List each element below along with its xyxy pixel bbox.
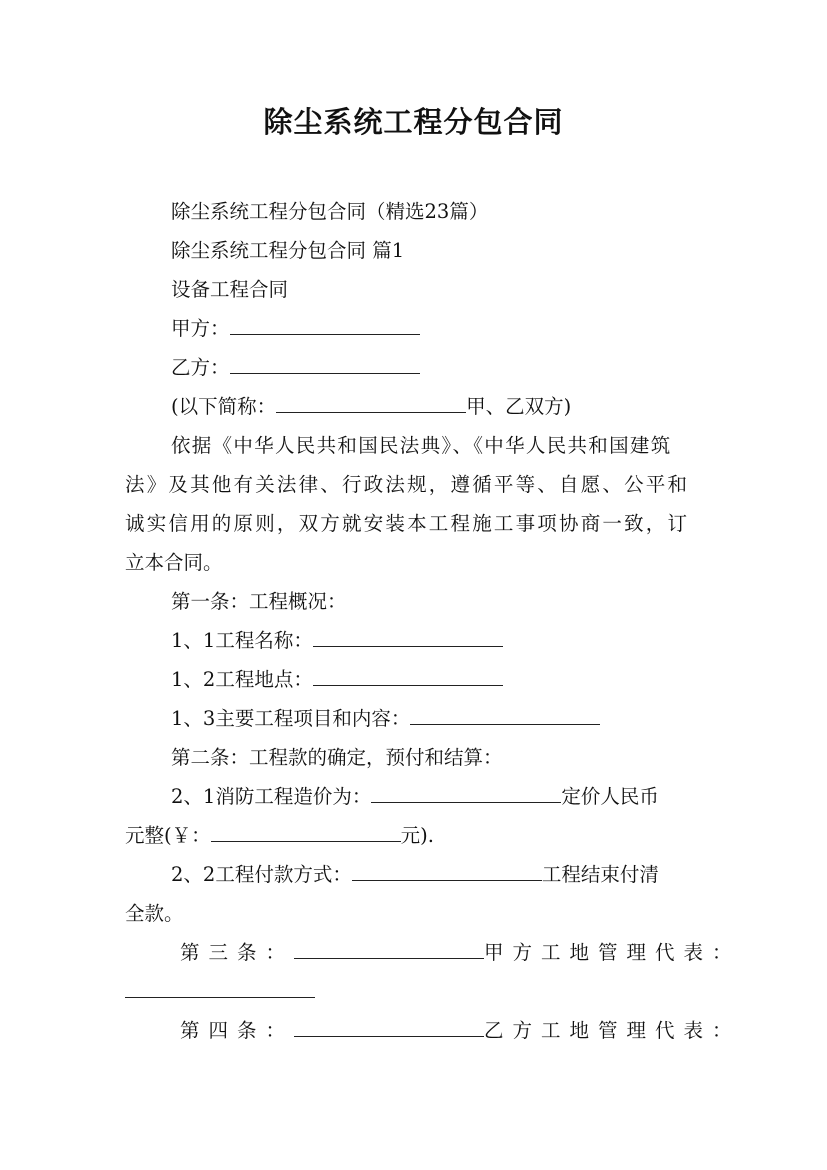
item-1-3-label: 1、3主要工程项目和内容： bbox=[171, 707, 411, 730]
abbreviation-prefix: (以下简称： bbox=[171, 395, 277, 418]
item-2-2-suffix: 工程结束付清 bbox=[541, 863, 659, 886]
document-title: 除尘系统工程分包合同 bbox=[263, 105, 564, 139]
basis-paragraph-line-2: 法》及其他有关法律、行政法规，遵循平等、自愿、公平和 bbox=[125, 473, 690, 496]
item-1-1-label: 1、1工程名称： bbox=[171, 629, 313, 652]
item-2-1-amount-blank bbox=[211, 823, 401, 842]
section-heading: 除尘系统工程分包合同 篇1 bbox=[171, 239, 405, 262]
party-b-line bbox=[171, 354, 420, 382]
party-b-label: 乙方： bbox=[171, 356, 230, 379]
article-3-blank bbox=[294, 940, 484, 959]
item-1-1-line bbox=[171, 627, 503, 655]
item-2-2-continuation: 全款。 bbox=[125, 902, 184, 925]
party-a-label: 甲方： bbox=[171, 317, 230, 340]
article-2-heading: 第二条：工程款的确定，预付和结算： bbox=[171, 746, 503, 769]
article-1-heading: 第一条：工程概况： bbox=[171, 590, 347, 613]
party-a-blank bbox=[230, 316, 420, 335]
item-2-1-cont-suffix: 元). bbox=[400, 824, 434, 847]
item-1-2-blank bbox=[313, 667, 503, 686]
item-1-2-line bbox=[171, 666, 503, 694]
item-2-1-suffix: 定价人民币 bbox=[561, 785, 659, 808]
abbreviation-line bbox=[171, 393, 571, 421]
article-3-representative-blank bbox=[125, 979, 315, 998]
item-1-2-label: 1、2工程地点： bbox=[171, 668, 313, 691]
item-2-2-prefix: 2、2工程付款方式： bbox=[171, 863, 352, 886]
article-3-continuation bbox=[125, 978, 315, 1006]
item-2-1-continuation bbox=[125, 822, 434, 850]
item-2-1-prefix: 2、1消防工程造价为： bbox=[171, 785, 372, 808]
item-1-1-blank bbox=[313, 628, 503, 647]
basis-paragraph-line-1: 依据《中华人民共和国民法典》、《中华人民共和国建筑 bbox=[171, 434, 672, 457]
abbreviation-blank bbox=[276, 394, 466, 413]
item-1-3-line bbox=[171, 705, 600, 733]
item-2-1-cont-prefix: 元整(￥： bbox=[125, 824, 211, 847]
article-3-prefix: 第三条： bbox=[180, 941, 295, 964]
article-4-line bbox=[180, 1017, 741, 1045]
article-4-suffix: 乙方工地管理代表： bbox=[484, 1019, 741, 1042]
article-3-suffix: 甲方工地管理代表： bbox=[484, 941, 741, 964]
article-4-prefix: 第四条： bbox=[180, 1019, 295, 1042]
item-2-2-line bbox=[171, 861, 659, 889]
item-2-2-blank bbox=[352, 862, 542, 881]
basis-paragraph-line-4: 立本合同。 bbox=[125, 551, 223, 574]
article-4-blank bbox=[294, 1018, 484, 1037]
party-a-line bbox=[171, 315, 420, 343]
contract-name: 设备工程合同 bbox=[171, 278, 289, 301]
party-b-blank bbox=[230, 355, 420, 374]
basis-paragraph-line-3: 诚实信用的原则，双方就安装本工程施工事项协商一致，订 bbox=[125, 512, 690, 535]
article-3-line bbox=[180, 939, 741, 967]
item-2-1-line bbox=[171, 783, 659, 811]
item-2-1-blank bbox=[371, 784, 561, 803]
abbreviation-suffix: 甲、乙双方) bbox=[466, 395, 572, 418]
item-1-3-blank bbox=[410, 706, 600, 725]
subtitle-line: 除尘系统工程分包合同（精选23篇） bbox=[171, 200, 489, 223]
